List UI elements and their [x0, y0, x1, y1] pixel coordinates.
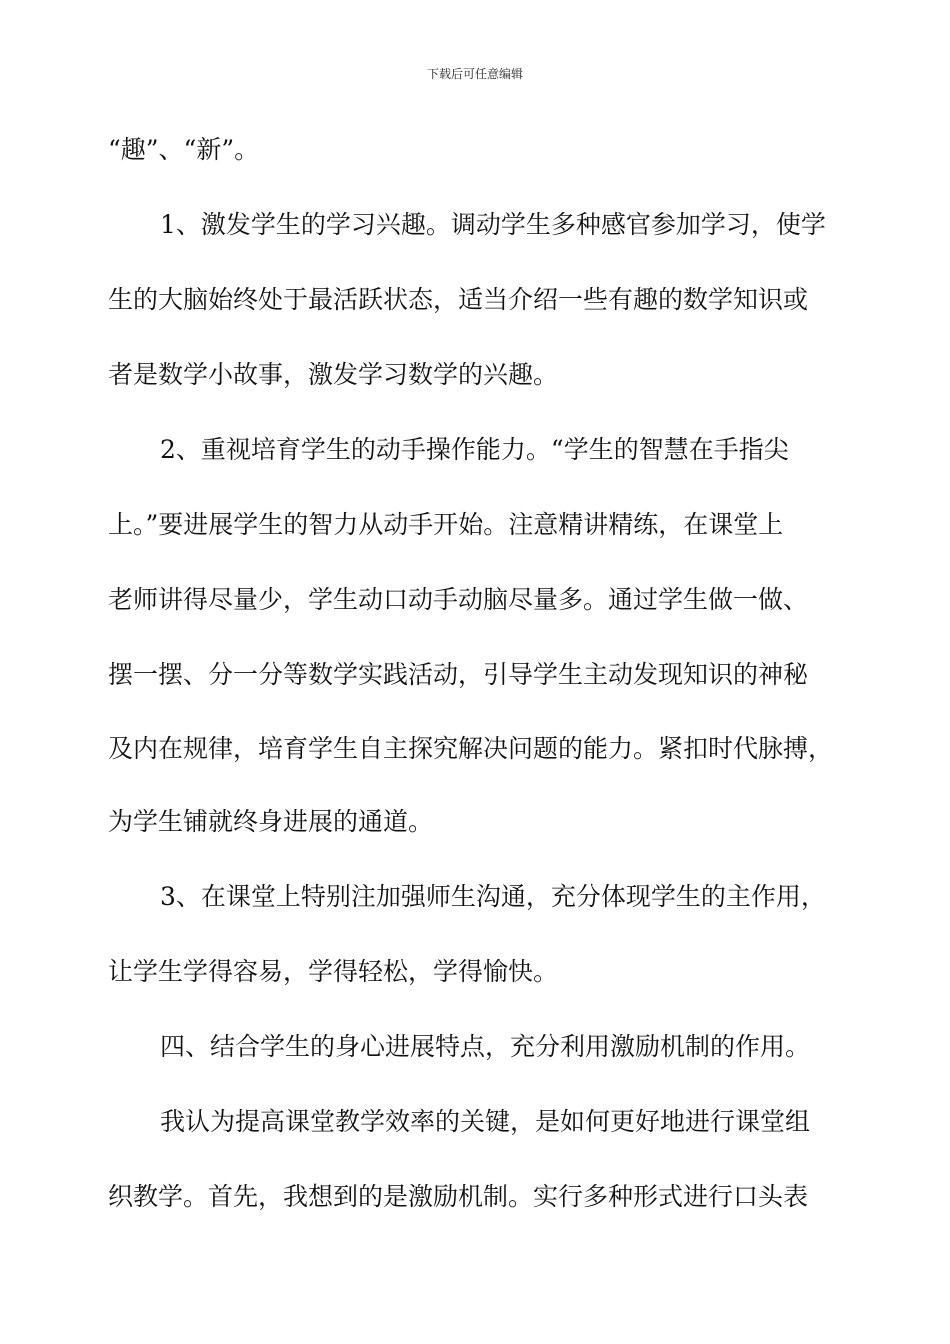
- page-header-note: 下载后可任意编辑: [426, 67, 523, 81]
